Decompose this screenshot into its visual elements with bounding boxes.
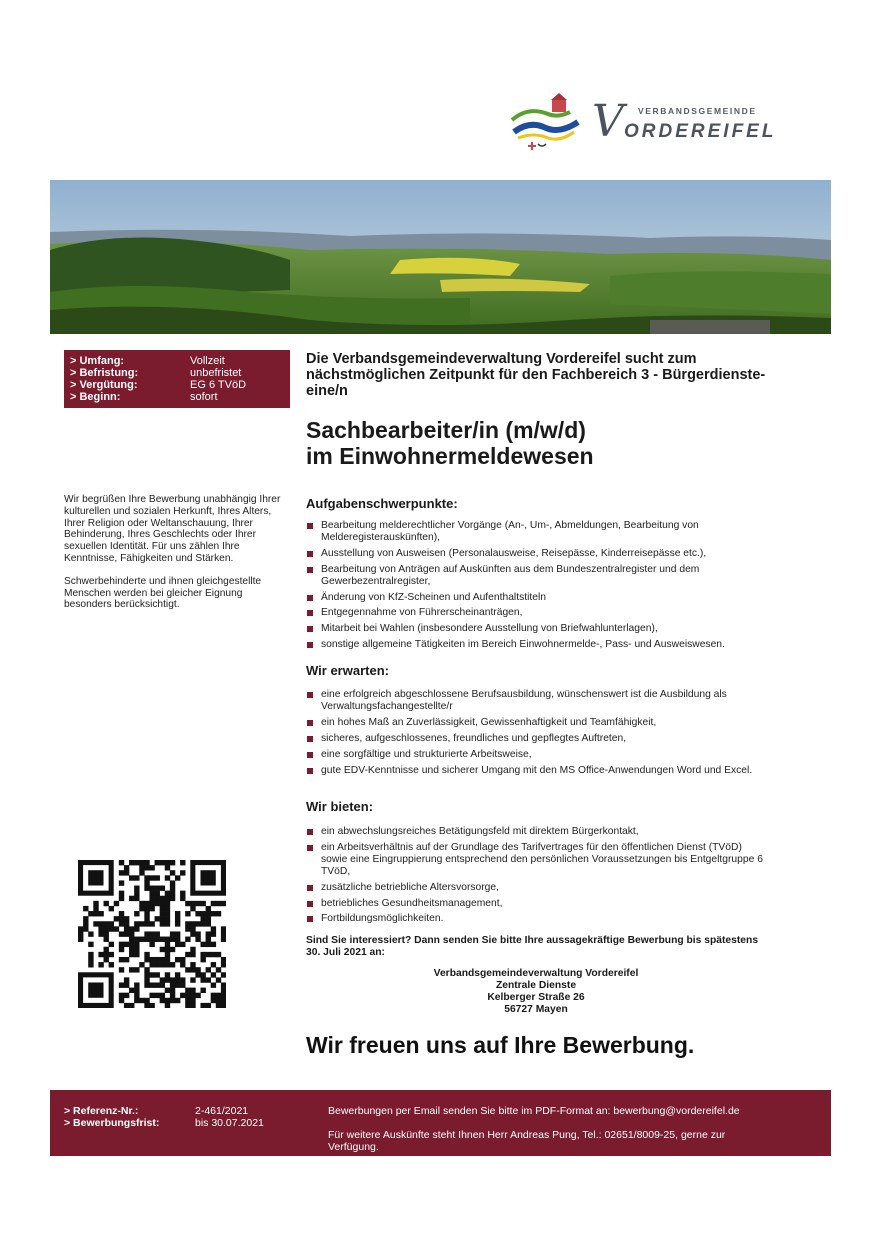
expect-list	[306, 689, 766, 780]
list-item: ein abwechslungsreiches Betätigungsfeld mit direktem Bürgerkontakt,	[306, 826, 766, 838]
list-item: sonstige allgemeine Tätigkeiten im Bereich Einwohnermelde-, Pass- und Ausweiswesen.	[306, 639, 766, 651]
footer-bar	[50, 1090, 831, 1156]
logo-emblem-icon	[508, 92, 592, 158]
list-item: eine sorgfältige und strukturierte Arbeitsweise,	[306, 749, 766, 761]
reference-key: > Referenz-Nr.:	[64, 1105, 139, 1117]
job-title	[306, 417, 776, 469]
expect-title: Wir erwarten:	[306, 663, 389, 678]
offer-list	[306, 826, 766, 929]
list-item: Entgegennahme von Führerscheinanträgen,	[306, 607, 766, 619]
footer-contact-line: Für weitere Auskünfte steht Ihnen Herr Andreas Pung, Tel.: 02651/8009-25, gerne zur Verfügung.	[328, 1129, 726, 1153]
info-key: > Umfang:	[70, 355, 125, 367]
list-item: ein Arbeitsverhältnis auf der Grundlage des Tarifvertrages für den öffentlichen Dienst (TVöD) sowie eine Eingruppierung entsprechend den persönlichen Voraussetzungen bis Entgeltgruppe 6 TVöD,	[306, 842, 766, 878]
offer-title: Wir bieten:	[306, 799, 374, 814]
disability-paragraph: Schwerbehinderte und ihnen gleichgestellte Menschen werden bei gleicher Eignung besonders berücksichtigt.	[64, 575, 262, 611]
list-item: sicheres, aufgeschlossenes, freundliches und gepflegtes Auftreten,	[306, 733, 766, 745]
job-title-line2: im Einwohnermeldewesen	[306, 443, 594, 469]
closing-statement: Wir freuen uns auf Ihre Bewerbung.	[306, 1032, 695, 1058]
list-item: Bearbeitung von Anträgen auf Auskünften aus dem Bundeszentralregister und dem Gewerbezentralregister,	[306, 564, 766, 588]
logo-org-line: VERBANDSGEMEINDE	[638, 106, 757, 116]
info-value: EG 6 TVöD	[190, 379, 247, 391]
info-key: > Vergütung:	[70, 379, 138, 391]
logo	[508, 92, 788, 158]
list-item: Änderung von KfZ-Scheinen und Aufenthaltstiteln	[306, 592, 766, 604]
list-item: gute EDV-Kenntnisse und sicherer Umgang mit den MS Office-Anwendungen Word und Excel.	[306, 765, 766, 777]
diversity-statement	[64, 494, 290, 622]
footer-email-line: Bewerbungen per Email senden Sie bitte im PDF-Format an: bewerbung@vordereifel.de	[328, 1105, 740, 1117]
tasks-list	[306, 520, 766, 655]
deadline-key: > Bewerbungsfrist:	[64, 1117, 160, 1129]
call-to-action: Sind Sie interessiert? Dann senden Sie bitte Ihre aussagekräftige Bewerbung bis spätestens 30. Juli 2021 an:	[306, 935, 759, 958]
intro-text: Die Verbandsgemeindeverwaltung Vordereifel sucht zum nächstmöglichen Zeitpunkt für den Fachbereich 3 - Bürgerdienste- eine/n	[306, 351, 766, 399]
list-item: Mitarbeit bei Wahlen (insbesondere Ausstellung von Briefwahlunterlagen),	[306, 623, 766, 635]
job-info-box	[64, 350, 290, 408]
address-line: 56727 Mayen	[504, 1004, 568, 1015]
list-item: ein hohes Maß an Zuverlässigkeit, Gewissenhaftigkeit und Teamfähigkeit,	[306, 717, 766, 729]
info-value: unbefristet	[190, 367, 242, 379]
tasks-title: Aufgabenschwerpunkte:	[306, 496, 458, 511]
list-item: Bearbeitung melderechtlicher Vorgänge (An-, Um-, Abmeldungen, Bearbeitung von Melderegisterauskünften),	[306, 520, 766, 544]
reference-value: 2-461/2021	[195, 1105, 249, 1117]
landscape-photo-icon	[50, 180, 831, 334]
list-item: Ausstellung von Ausweisen (Personalausweise, Reisepässe, Kinderreisepässe etc.),	[306, 548, 766, 560]
list-item: Fortbildungsmöglichkeiten.	[306, 913, 766, 925]
qr-code-icon	[78, 860, 226, 1008]
list-item: eine erfolgreich abgeschlossene Berufsausbildung, wünschenswert ist die Ausbildung als Verwaltungsfachangestellte/r	[306, 689, 766, 713]
qr-code	[78, 860, 226, 1008]
address-line: Verbandsgemeindeverwaltung Vordereifel	[433, 968, 639, 979]
diversity-paragraph: Wir begrüßen Ihre Bewerbung unabhängig Ihrer kulturellen und sozialen Herkunft, Ihres Alters, Ihrer Religion oder Weltanschauung, Ihrer Behinderung, Ihres Geschlechts oder Ihrer sexuellen Identität. Für uns zählen Ihre Kenntnisse, Fähigkeiten und Stärken.	[64, 494, 281, 564]
info-key: > Befristung:	[70, 367, 139, 379]
info-key: > Beginn:	[70, 391, 121, 403]
landscape-photo	[50, 180, 831, 334]
list-item: betriebliches Gesundheitsmanagement,	[306, 898, 766, 910]
logo-name: ORDEREIFEL	[624, 121, 777, 142]
job-title-line1: Sachbearbeiter/in (m/w/d)	[306, 417, 586, 443]
logo-initial: V	[592, 96, 624, 147]
address-line: Kelberger Straße 26	[487, 992, 585, 1003]
list-item: zusätzliche betriebliche Altersvorsorge,	[306, 882, 766, 894]
deadline-value: bis 30.07.2021	[195, 1117, 264, 1129]
info-value: sofort	[190, 391, 218, 403]
postal-address	[306, 968, 766, 1016]
info-value: Vollzeit	[190, 355, 225, 367]
address-line: Zentrale Dienste	[495, 980, 577, 991]
